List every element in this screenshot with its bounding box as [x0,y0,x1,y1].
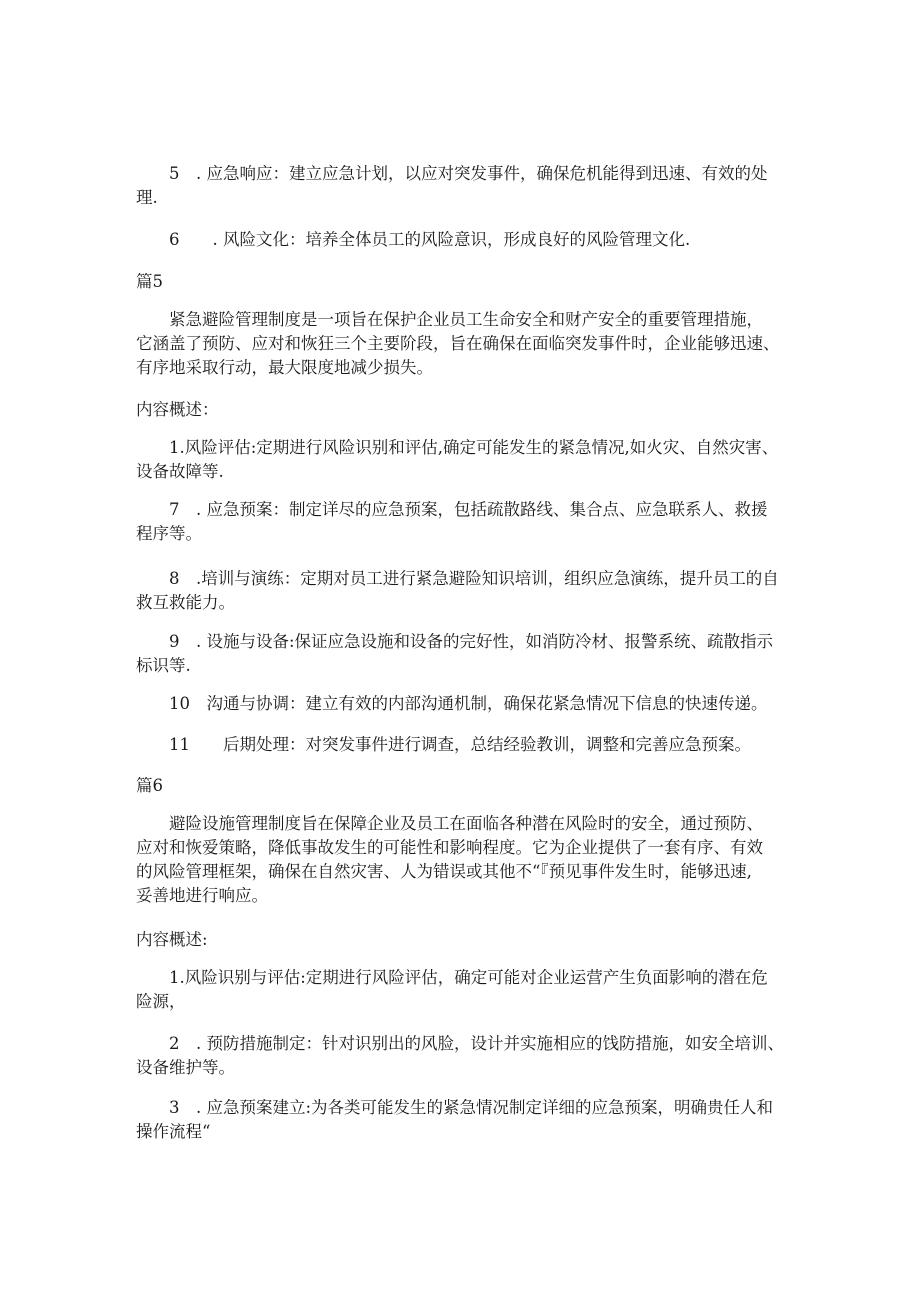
section-5-item-3-line-2: 救互救能力。 [136,593,235,612]
section-6-item-2-line-1: 2 . 预防措施制定：针对识别出的风脸，设计并实施相应的饯防措施，如安全培训、 [136,1034,784,1053]
section-5-item-2-line-1: 7 . 应急预案：制定详尽的应急预案，包括疏散路线、集合点、应急联系人、救援 [136,500,768,519]
section-5-item-1 [136,436,796,484]
section-6-intro-line-4: 妥善地进行响应。 [136,886,268,905]
section-5-item-5 [136,692,796,716]
section-6-intro-line-1: 避险设施管理制度旨在保障企业及员工在面临各种潜在风险时的安全，通过预防、 [136,814,763,833]
section-6-item-2 [136,1032,796,1080]
section-6-item-2-line-2: 设备维护等。 [136,1058,235,1077]
section-5-item-5-line-1: 10 沟通与协调：建立有效的内部沟通机制，确保花紧急情况下信息的快速传递。 [136,694,768,713]
section-6-intro [136,812,796,908]
section-5-item-3 [136,567,796,615]
item-6-paragraph [136,228,796,252]
section-6-item-1-line-1: 1.风险识别与评估:定期进行风险评估，确定可能对企业运营产生负面影响的潜在危 [136,968,768,987]
item-5-paragraph [136,162,796,210]
section-5-intro-line-2: 它涵盖了预防、应对和恢狂三个主要阶段，旨在确保在面临突发事件时，企业能够迅速、 [136,334,780,353]
item-5-line-1: 5 . 应急响应：建立应急计划，以应对突发事件，确保危机能得到迅速、有效的处 [136,164,768,183]
section-6-item-1-line-2: 险源， [136,992,186,1011]
section-6-heading: 篇6 [136,776,163,795]
section-5-item-1-line-1: 1.风险评估:定期进行风险识别和评估,确定可能发生的紧急情况,如火灾、自然灾害、 [136,438,779,457]
section-6-intro-line-2: 应对和恢爱策略，降低事故发生的可能性和影响程度。它为企业提供了一套有序、有效 [136,838,763,857]
section-5-intro-line-1: 紧急避险管理制度是一项旨在保护企业员工生命安全和财产安全的重要管理措施， [136,310,763,329]
section-5-heading: 篇5 [136,272,163,291]
section-5-item-6 [136,733,796,757]
section-6-item-3 [136,1096,796,1144]
item-6-line-1: 6 . 风险文化：培养全体员工的风险意识，形成良好的风险管理文化. [136,230,691,249]
section-5-item-4 [136,630,796,678]
section-5-intro-line-3: 有序地采取行动，最大限度地减少损失。 [136,358,433,377]
section-5-item-3-line-1: 8 .培训与演练：定期对员工进行紧急避险知识培训，组织应急演练，提升员工的自 [136,569,779,588]
section-5-item-4-line-2: 标识等. [136,656,191,675]
section-6-item-3-line-2: 操作流程“ [136,1122,211,1141]
section-5-overview-label: 内容概述： [136,400,219,419]
section-6-item-1 [136,966,796,1014]
section-5-intro [136,308,796,380]
section-6-item-3-line-1: 3 . 应急预案建立:为各类可能发生的紧急情况制定详细的应急预案，明确贵任人和 [136,1098,774,1117]
section-5-item-1-line-2: 设备故障等. [136,462,224,481]
section-6-intro-line-3: 的风险管理框架，确保在自然灾害、人为错误或其他不“『预见事件发生时，能够迅速, [136,862,752,881]
section-5-item-4-line-1: 9 . 设施与设备:保证应急设施和设备的完好性，如消防冷材、报警系统、疏散指示 [136,632,774,651]
section-5-item-2 [136,498,796,546]
section-6-overview-label: 内容概述: [136,930,208,949]
item-5-line-2: 理. [136,188,158,207]
section-5-item-2-line-2: 程序等。 [136,524,202,543]
section-5-item-6-line-1: 11 后期处理：对突发事件进行调查，总结经验教训，调整和完善应急预案。 [136,735,751,754]
